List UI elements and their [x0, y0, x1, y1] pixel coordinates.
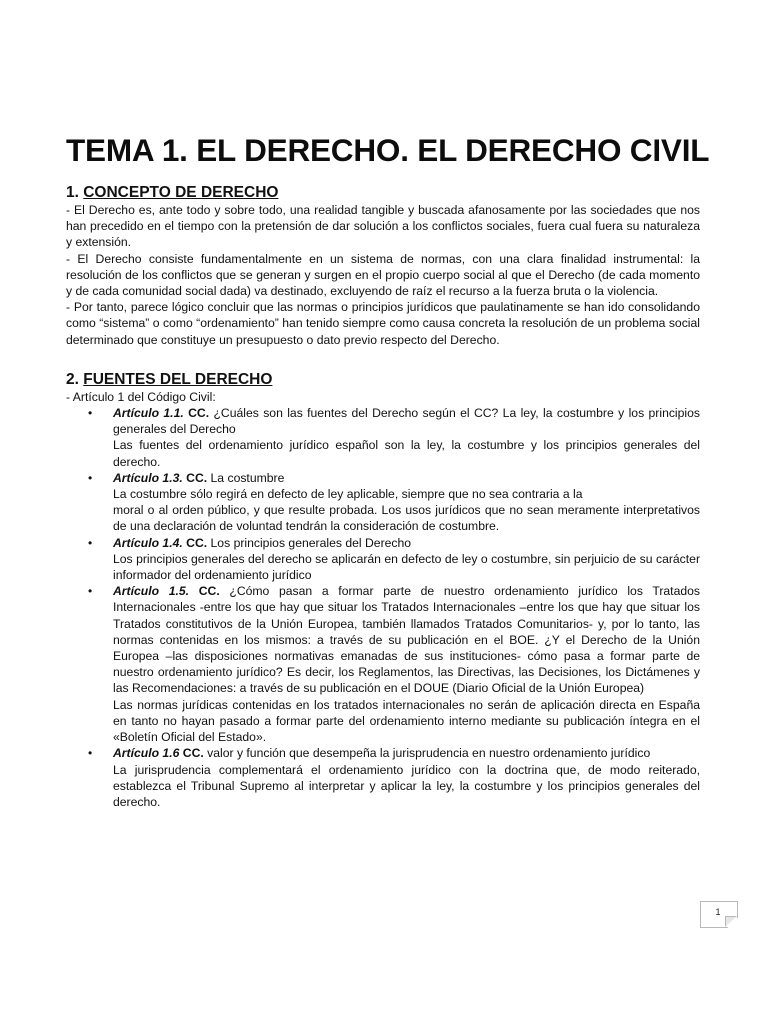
article-label: Artículo 1.5. [113, 584, 190, 599]
article-label: Artículo 1.1. [113, 406, 184, 421]
article-heading [113, 745, 700, 761]
article-heading [113, 583, 700, 696]
article-code: CC. [179, 746, 204, 761]
list-item [88, 405, 701, 470]
section-number: 2. [66, 370, 84, 388]
article-code: CC. [189, 584, 220, 599]
section-concepto-de-derecho [66, 183, 700, 348]
article-ref [113, 746, 204, 760]
article-code: CC. [182, 535, 208, 550]
article-heading [113, 470, 700, 486]
list-item [88, 583, 700, 745]
article-ref [113, 536, 207, 550]
articles-list [66, 405, 700, 810]
article-text: Las fuentes del ordenamiento jurídico español son la ley, la costumbre y los principios generales del derecho. [113, 438, 700, 469]
article-text: Las normas jurídicas contenidas en los tratados internacionales no serán de aplicación directa en España en tanto no hayan pasado a formar parte del ordenamiento interno mediante su publicación íntegra en el «Boletín Oficial del Estado». [113, 697, 700, 745]
section-title: CONCEPTO DE DERECHO [83, 184, 279, 201]
list-item [88, 745, 700, 810]
section-intro: - Artículo 1 del Código Civil: [66, 389, 216, 404]
article-heading [113, 405, 700, 437]
bullet-icon: • [88, 470, 93, 485]
article-ref [113, 584, 220, 598]
list-item [88, 470, 700, 535]
article-text: Los principios generales del derecho se aplicarán en defecto de ley o costumbre, sin perjuicio de su carácter informador del ordenamiento jurídico [113, 551, 700, 583]
article-question: valor y función que desempeña la jurisprudencia en nuestro ordenamiento jurídico [203, 746, 651, 761]
article-question: ¿Cómo pasan a formar parte de nuestro ordenamiento jurídico los Tratados Internacionales -entre los que hay que situar los Tratados Internacionales –entre los que hay que situar los Tratados constitutivos de la Unión Europea, también llamados Tratados Comunitarios- y, por lo tanto, las normas contenidas en los mismos: a través de su publicación en el BOE. ¿Y el Derecho de la Unión Europea –las disposiciones normativas emanadas de sus instituciones- cómo pasa a formar parte de nuestro ordenamiento jurídico? Es decir, los Reglamentos, las Directivas, las Decisiones, los Dictámenes y las Recomendaciones: a través de su publicación en el DOUE (Diario Oficial de la Unión Europea) [113, 584, 700, 696]
section-number: 1. [66, 184, 84, 201]
article-label: Artículo 1.6 [113, 746, 180, 761]
article-question: La costumbre [207, 470, 285, 485]
paragraph: - Por tanto, parece lógico concluir que las normas o principios jurídicos que paulatinamente se han ido consolidando como “sistema” o como “ordenamiento” han tenido siempre como causa concreta la resolución de un problema social determinado que constituye un presupuesto o dato previo respecto del Derecho. [66, 300, 700, 347]
document-body [66, 132, 710, 810]
section-fuentes-del-derecho [66, 370, 700, 810]
article-text: La costumbre sólo regirá en defecto de ley aplicable, siempre que no sea contraria a la [113, 487, 583, 502]
article-ref [113, 471, 207, 485]
article-code: CC. [183, 406, 210, 421]
list-item [88, 535, 700, 584]
article-heading [113, 535, 700, 551]
bullet-icon: • [88, 535, 93, 550]
section-heading [66, 370, 700, 389]
article-text: moral o al orden público, y que resulte probada. Los usos jurídicos que no sean meramente interpretativos de una declaración de voluntad tendrán la consideración de costumbre. [113, 503, 700, 534]
section-title: FUENTES DEL DERECHO [83, 370, 273, 388]
article-code: CC. [182, 470, 208, 485]
article-question: Los principios generales del Derecho [207, 535, 412, 550]
article-text: La jurisprudencia complementará el ordenamiento jurídico con la doctrina que, de modo reiterado, establezca el Tribunal Supremo al interpretar y aplicar la ley, la costumbre y los principios generales del derecho. [113, 762, 700, 809]
paragraph: - El Derecho consiste fundamentalmente en un sistema de normas, con una clara finalidad instrumental: la resolución de los conflictos que se generan y surgen en el propio cuerpo social al que el Derecho (de cada momento y de cada comunidad social dada) va destinado, excluyendo de raíz el recurso a la fuerza bruta o la violencia. [66, 251, 700, 299]
article-label: Artículo 1.4. [113, 535, 183, 550]
bullet-icon: • [88, 406, 93, 421]
document-title: TEMA 1. EL DERECHO. EL DERECHO CIVIL [66, 132, 710, 168]
article-label: Artículo 1.3. [113, 470, 183, 485]
bullet-icon: • [88, 584, 93, 599]
paragraph: - El Derecho es, ante todo y sobre todo, una realidad tangible y buscada afanosamente por las sociedades que nos han precedido en el tiempo con la pretensión de dar solución a los conflictos sociales, fuera cual fuera su naturaleza y extensión. [66, 203, 700, 250]
section-heading [66, 183, 700, 202]
article-ref [113, 406, 209, 420]
page-number: 1 [715, 907, 721, 917]
bullet-icon: • [88, 746, 93, 761]
article-question: ¿Cuáles son las fuentes del Derecho según el CC? La ley, la costumbre y los principios generales del Derecho [113, 406, 701, 437]
